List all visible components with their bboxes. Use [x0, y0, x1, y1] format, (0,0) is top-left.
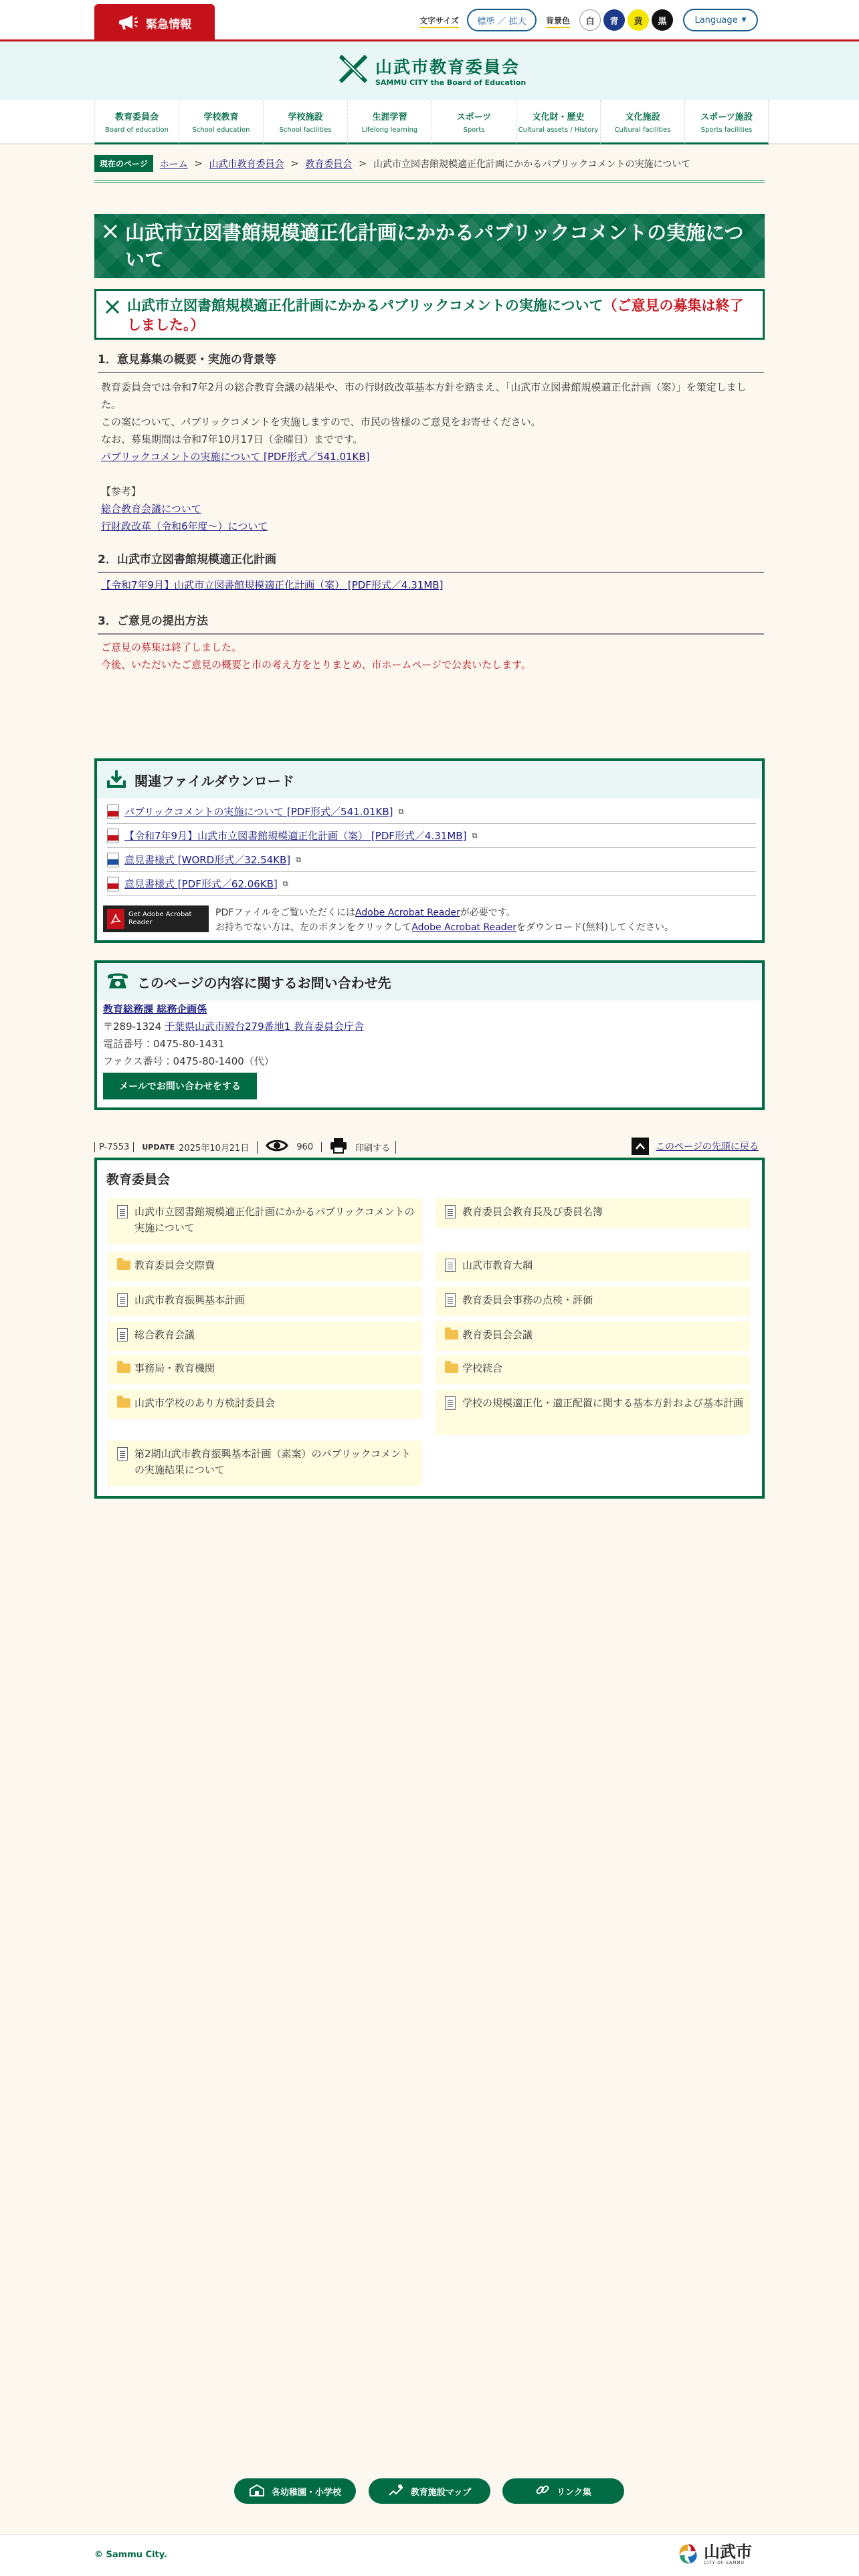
external-link-icon: ⧉ — [296, 855, 302, 864]
acrobat-icon — [107, 909, 124, 929]
pdf-file-icon — [107, 829, 119, 843]
related-item-label: 学校の規模適正化・適正配置に関する基本方針および基本計画 — [462, 1397, 744, 1409]
related-item-label: 総合教育会議 — [134, 1329, 195, 1341]
reference-label: 【参考】 — [101, 486, 142, 498]
phone-number: 電話番号：0475-80-1431 — [103, 1038, 225, 1050]
external-link-icon: ⧉ — [472, 831, 478, 840]
download-link[interactable]: 意見書様式 [WORD形式／32.54KB] — [124, 854, 291, 866]
contact-details — [103, 1000, 364, 1070]
breadcrumb-home[interactable]: ホーム — [159, 158, 188, 170]
crossed-pens-icon — [338, 53, 369, 87]
nav-sports[interactable] — [432, 100, 516, 144]
related-item[interactable] — [108, 1321, 422, 1351]
subtitle-main: 山武市立図書館規模適正化計画にかかるパブリックコメントの実施について — [127, 298, 603, 314]
crossed-pens-icon — [102, 223, 118, 242]
nav-school-education[interactable] — [179, 100, 263, 144]
related-item[interactable] — [108, 1355, 422, 1384]
links-button[interactable] — [502, 2478, 624, 2504]
breadcrumb-committee[interactable]: 教育委員会 — [305, 158, 353, 170]
related-item[interactable] — [108, 1198, 422, 1244]
pdf-file-icon — [107, 804, 119, 819]
map-icon — [388, 2483, 404, 2499]
related-item-label: 教育委員会教育長及び委員名簿 — [462, 1206, 603, 1218]
section1-line3: なお、募集期間は令和7年10月17日（金曜日）までです。 — [101, 433, 363, 445]
acrobat-text: をダウンロード(無料)してください。 — [516, 922, 674, 933]
page-title-box — [94, 214, 765, 278]
download-link[interactable]: 【令和7年9月】山武市立図書館規模適正化計画（案） [PDF形式／4.31MB] — [124, 830, 467, 842]
section3-body — [101, 639, 763, 673]
page-title: 山武市立図書館規模適正化計画にかかるパブリックコメントの実施について — [125, 221, 744, 271]
nav-label-en: Cultural assets / History — [518, 126, 599, 134]
chevron-up-icon — [632, 1138, 649, 1155]
site-logo[interactable] — [338, 53, 526, 87]
word-file-icon — [107, 853, 119, 867]
acrobat-link[interactable]: Adobe Acrobat Reader — [355, 907, 460, 918]
nav-sports-facilities[interactable] — [684, 100, 769, 144]
acrobat-notice — [215, 905, 674, 935]
print-button[interactable]: 印刷する — [355, 1141, 396, 1154]
breadcrumb-current-page: 山武市立図書館規模適正化計画にかかるパブリックコメントの実施について — [373, 158, 691, 170]
related-item[interactable] — [108, 1287, 422, 1316]
subtitle-closed-note: （ご意見の募集は終了しました。） — [127, 298, 744, 333]
section2-body — [101, 576, 763, 594]
nav-label-en: Lifelong learning — [361, 126, 418, 134]
related-item[interactable] — [108, 1440, 422, 1486]
external-link-icon: ⧉ — [282, 879, 288, 888]
nav-label-en: Cultural facilities — [614, 126, 671, 134]
download-item[interactable] — [107, 800, 756, 824]
folder-icon — [117, 1364, 130, 1373]
related-item[interactable] — [436, 1287, 750, 1316]
related-item-label: 学校統合 — [462, 1362, 503, 1374]
subtitle-box — [94, 289, 765, 340]
links-label: リンク集 — [557, 2487, 591, 2498]
megaphone-icon — [118, 15, 138, 30]
phone-icon — [106, 971, 129, 993]
facility-map-button[interactable] — [369, 2478, 490, 2504]
external-link-icon: ⧉ — [398, 807, 404, 816]
download-link[interactable]: 意見書様式 [PDF形式／62.06KB] — [124, 878, 278, 890]
nav-board-of-education[interactable] — [94, 100, 179, 144]
related-item-label: 教育委員会会議 — [462, 1329, 533, 1341]
link-icon — [535, 2482, 550, 2500]
page-icon — [117, 1293, 128, 1307]
kindergarten-school-button[interactable] — [234, 2478, 356, 2504]
bg-color-label: 背景色 — [546, 15, 570, 28]
related-item-label: 山武市立図書館規模適正化計画にかかるパブリックコメントの実施について — [134, 1206, 415, 1234]
font-size-button[interactable]: 標準 ／ 拡大 — [467, 9, 537, 31]
nav-label: 学校教育 — [203, 112, 239, 122]
related-item-label: 事務局・教育機関 — [134, 1362, 215, 1374]
related-item[interactable] — [436, 1252, 750, 1281]
bg-blue-button[interactable]: 青 — [603, 9, 625, 31]
page-icon — [117, 1328, 128, 1341]
related-heading: 教育委員会 — [106, 1172, 171, 1187]
copyright: © Sammu City. — [94, 2550, 167, 2560]
download-item[interactable] — [107, 848, 756, 872]
download-heading: 関連ファイルダウンロード — [134, 772, 294, 789]
download-item[interactable] — [107, 872, 756, 896]
nav-label: 文化施設 — [625, 112, 660, 122]
contact-panel-header — [97, 963, 762, 1000]
acrobat-text: が必要です。 — [460, 907, 516, 918]
section1-body — [101, 379, 763, 535]
download-link[interactable]: パブリックコメントの実施について [PDF形式／541.01KB] — [124, 806, 393, 818]
kindergarten-school-label: 各幼稚園・小学校 — [271, 2487, 341, 2498]
bg-white-button[interactable]: 白 — [579, 9, 601, 31]
section1-heading: 1．意見募集の概要・実施の背景等 — [98, 350, 764, 373]
get-acrobat-badge[interactable] — [103, 905, 209, 932]
site-name: 山武市教育委員会 — [375, 57, 520, 77]
city-logo-text: 山武市 — [704, 2542, 752, 2561]
breadcrumb — [94, 155, 765, 183]
page-icon — [445, 1259, 456, 1272]
page-icon — [117, 1447, 128, 1461]
download-panel-header — [97, 761, 762, 798]
crossed-pens-icon — [104, 299, 120, 318]
site-header — [0, 41, 859, 100]
related-item-label: 第2期山武市教育振興基本計画（素案）のパブリックコメントの実施結果について — [134, 1448, 411, 1476]
language-button[interactable] — [683, 9, 758, 31]
caret-down-icon: ▼ — [741, 17, 747, 23]
back-to-top-text[interactable]: このページの先頭に戻る — [656, 1142, 759, 1152]
fax-number: ファクス番号：0475-80-1400（代） — [103, 1055, 274, 1067]
section3-heading: 3．ご意見の提出方法 — [98, 611, 764, 635]
nav-label: スポーツ施設 — [700, 112, 753, 122]
emergency-label: 緊急情報 — [146, 17, 191, 31]
related-item[interactable] — [108, 1390, 422, 1419]
related-item[interactable] — [108, 1252, 422, 1281]
acrobat-text: PDFファイルをご覧いただくには — [215, 907, 355, 918]
global-nav — [0, 100, 859, 144]
public-comment-pdf-link[interactable]: パブリックコメントの実施について [PDF形式／541.01KB] — [101, 451, 370, 463]
folder-icon — [445, 1330, 458, 1339]
language-label: Language — [694, 15, 738, 25]
related-item-label: 教育委員会事務の点検・評価 — [462, 1294, 593, 1306]
section1-line2: この案について、パブリックコメントを実施しますので、市民の皆様のご意見をお寄せください。 — [101, 416, 541, 428]
page-icon — [445, 1293, 456, 1307]
postal-code: 〒289-1324 — [103, 1021, 162, 1033]
nav-cultural-facilities[interactable] — [600, 100, 684, 144]
section3-line2: 今後、いただいたご意見の概要と市の考え方をとりまとめ、市ホームページで公表いたします。 — [101, 659, 531, 671]
breadcrumb-current-label: 現在のページ — [94, 155, 153, 172]
eye-icon — [266, 1138, 288, 1156]
nav-label: スポーツ — [456, 112, 492, 122]
nav-label-en: Sports — [463, 126, 485, 134]
breadcrumb-board[interactable]: 山武市教育委員会 — [209, 158, 284, 170]
related-item[interactable] — [436, 1355, 750, 1384]
nav-label: 生涯学習 — [372, 112, 407, 122]
nav-label-en: School facilities — [279, 126, 332, 134]
footer — [0, 2535, 859, 2576]
school-icon — [249, 2483, 265, 2499]
contact-heading: このページの内容に関するお問い合わせ先 — [137, 974, 391, 991]
page-icon — [445, 1396, 456, 1410]
page-icon — [117, 1205, 128, 1218]
nav-cultural-assets[interactable] — [516, 100, 600, 144]
plan-draft-pdf-link[interactable]: 【令和7年9月】山武市立図書館規模適正化計画（案） [PDF形式／4.31MB] — [101, 579, 444, 591]
folder-icon — [445, 1364, 458, 1373]
related-item-label: 山武市学校のあり方検討委員会 — [134, 1397, 276, 1409]
city-logo[interactable] — [676, 2542, 752, 2566]
general-education-meeting-link[interactable]: 総合教育会議について — [101, 503, 201, 515]
emergency-info-button[interactable] — [94, 4, 215, 41]
nav-lifelong-learning[interactable] — [347, 100, 432, 144]
related-item-label: 教育委員会交際費 — [134, 1259, 215, 1271]
back-to-top-link[interactable] — [632, 1138, 759, 1155]
acrobat-link[interactable]: Adobe Acrobat Reader — [411, 922, 517, 933]
page-id: P-7553 — [94, 1142, 134, 1152]
city-emblem-icon — [676, 2542, 700, 2566]
nav-label-en: School education — [192, 126, 250, 134]
related-item[interactable] — [436, 1198, 750, 1228]
mail-inquiry-button[interactable]: メールでお問い合わせをする — [103, 1073, 257, 1099]
folder-icon — [117, 1261, 130, 1270]
nav-label-en: Sports facilities — [700, 126, 753, 134]
address-link[interactable]: 千葉県山武市殿台279番地1 教育委員会庁舎 — [165, 1021, 364, 1033]
font-size-label: 文字サイズ — [419, 15, 459, 28]
download-item[interactable] — [107, 824, 756, 848]
printer-icon — [330, 1138, 347, 1156]
nav-label: 文化財・歴史 — [532, 112, 585, 122]
download-icon — [106, 768, 126, 792]
related-item[interactable] — [436, 1390, 750, 1435]
related-item-label: 山武市教育大綱 — [462, 1259, 533, 1271]
section2-heading: 2．山武市立図書館規模適正化計画 — [98, 550, 764, 573]
breadcrumb-separator: > — [290, 158, 299, 169]
nav-label: 教育委員会 — [114, 112, 159, 122]
nav-school-facilities[interactable] — [263, 100, 347, 144]
update-date: 2025年10月21日 — [179, 1141, 258, 1154]
site-name-en: SAMMU CITY the Board of Education — [375, 78, 527, 87]
page-icon — [445, 1205, 456, 1218]
admin-reform-link[interactable]: 行財政改革（令和6年度〜）について — [101, 520, 268, 532]
facility-map-label: 教育施設マップ — [410, 2487, 472, 2498]
bg-yellow-button[interactable]: 黄 — [628, 9, 649, 31]
view-count: 960 — [296, 1142, 322, 1152]
breadcrumb-separator: > — [359, 158, 367, 169]
breadcrumb-separator: > — [194, 158, 203, 169]
bg-black-button[interactable]: 黒 — [652, 9, 673, 31]
section1-line1: 教育委員会では令和7年2月の総合教育会議の結果や、市の行財政改革基本方針を踏まえ、「山武市立図書館規模適正化計画（案）」を策定しました。 — [101, 381, 747, 411]
folder-icon — [117, 1398, 130, 1408]
subtitle — [127, 296, 753, 335]
update-label: UPDATE — [142, 1142, 175, 1152]
acrobat-text: お持ちでない方は、左のボタンをクリックして — [215, 922, 412, 933]
acrobat-badge-text: Get Adobe Acrobat Reader — [128, 911, 192, 926]
pdf-file-icon — [107, 877, 119, 891]
nav-label-en: Board of education — [104, 126, 169, 134]
related-item-label: 山武市教育振興基本計画 — [134, 1294, 246, 1306]
related-item[interactable] — [436, 1321, 750, 1351]
city-logo-text-en: CITY OF SAMMU — [704, 2560, 745, 2565]
contact-dept-link[interactable]: 教育総務課 総務企画係 — [103, 1003, 207, 1015]
section3-line1: ご意見の募集は終了しました。 — [101, 641, 242, 653]
top-bar — [0, 0, 859, 41]
nav-label: 学校施設 — [288, 112, 323, 122]
page-meta — [94, 1137, 396, 1157]
